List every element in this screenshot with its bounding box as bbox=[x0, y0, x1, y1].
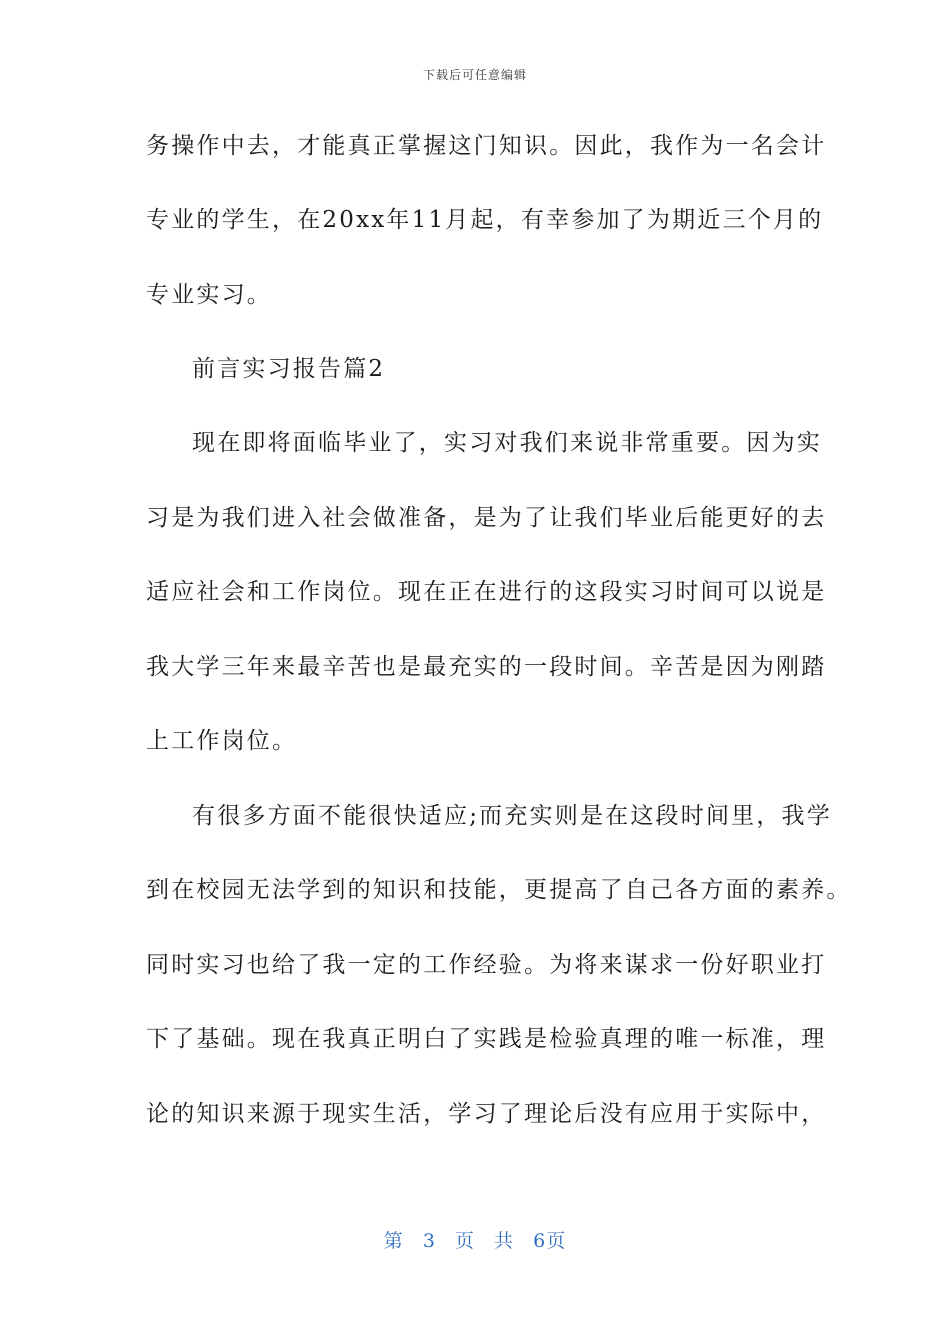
body-line-11: 到在校园无法学到的知识和技能，更提高了自己各方面的素养。 bbox=[146, 877, 852, 903]
header-note: 下载后可任意编辑 bbox=[422, 68, 527, 82]
body-line-3: 专业实习。 bbox=[146, 282, 272, 308]
footer-ye: 页 bbox=[454, 1230, 475, 1252]
body-line-6: 习是为我们进入社会做准备，是为了让我们毕业后能更好的去 bbox=[146, 505, 827, 531]
page-footer bbox=[0, 1226, 950, 1253]
body-line-10: 有很多方面不能很快适应;而充实则是在这段时间里，我学 bbox=[192, 803, 832, 829]
footer-current-page: 3 bbox=[422, 1230, 436, 1252]
footer-gong: 共 bbox=[494, 1230, 515, 1252]
body-line-7: 适应社会和工作岗位。现在正在进行的这段实习时间可以说是 bbox=[146, 579, 827, 605]
footer-di: 第 bbox=[383, 1230, 404, 1252]
body-line-12: 同时实习也给了我一定的工作经验。为将来谋求一份好职业打 bbox=[146, 952, 827, 978]
body-line-9: 上工作岗位。 bbox=[146, 728, 298, 754]
body-line-5: 现在即将面临毕业了，实习对我们来说非常重要。因为实 bbox=[192, 430, 822, 456]
body-line-1: 务操作中去，才能真正掌握这门知识。因此，我作为一名会计 bbox=[146, 133, 827, 159]
section-heading: 前言实习报告篇2 bbox=[192, 356, 386, 382]
body-line-2: 专业的学生，在20xx年11月起，有幸参加了为期近三个月的 bbox=[146, 207, 824, 233]
footer-total: 6页 bbox=[533, 1230, 567, 1252]
body-line-14: 论的知识来源于现实生活，学习了理论后没有应用于实际中， bbox=[146, 1101, 827, 1127]
body-line-13: 下了基础。现在我真正明白了实践是检验真理的唯一标准，理 bbox=[146, 1026, 827, 1052]
body-line-8: 我大学三年来最辛苦也是最充实的一段时间。辛苦是因为刚踏 bbox=[146, 654, 827, 680]
